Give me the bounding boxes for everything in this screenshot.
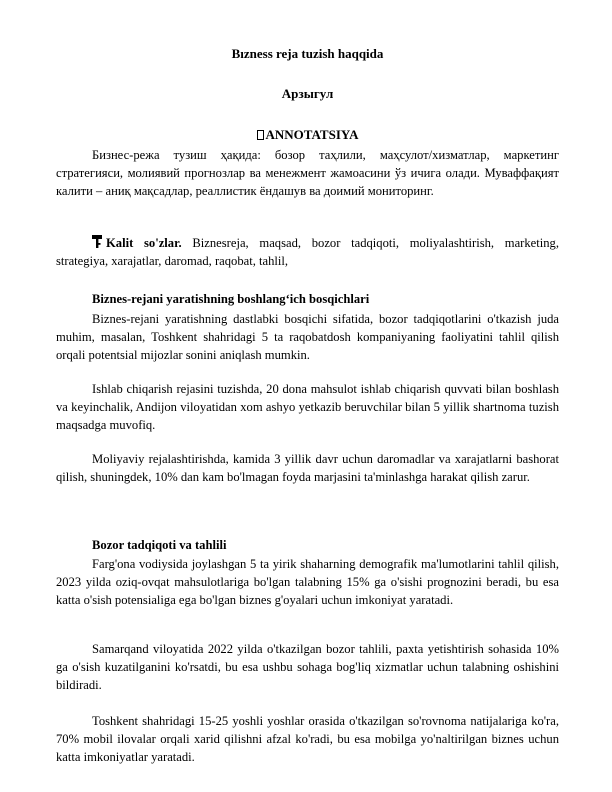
section-heading-market-research: Bozor tadqiqoti va tahlili [92, 538, 227, 552]
paragraph: Toshkent shahridagi 15-25 yoshli yoshlar orasida o'tkazilgan so'rovnoma natijalariga ko'ra, 70% mobil ilovalar orqali xarid qilishni afzal ko'radi, bu esa mobilga yo'naltirilgan biznes uchun katta imkoniyatlar yaratadi. [56, 714, 559, 764]
paragraph: Farg'ona vodiysida joylashgan 5 ta yirik shaharning demografik ma'lumotlarini tahlil qilish, 2023 yilda oziq-ovqat mahsulotlariga bo'lgan talabning 15% ga o'sishi prognozini beradi, bu esa katta o'sish potensialiga ega bo'lgan biznes g'oyalari uchun imkoniyat yaratadi. [56, 557, 559, 607]
keywords-paragraph [56, 234, 559, 270]
paragraph: Ishlab chiqarish rejasini tuzishda, 20 dona mahsulot ishlab chiqarish quvvati bilan boshlash va keyinchalik, Andijon viloyatidan xom ashyo yetkazib beruvchilar bilan 5 yillik shartnoma tuzish maqsadga muvofiq. [56, 382, 559, 432]
key-icon [92, 235, 102, 249]
paragraph: Samarqand viloyatida 2022 yilda o'tkazilgan bozor tahlili, paxta yetishtirish sohasida 10% ga o'sish kuzatilganini ko'rsatdi, bu esa ushbu sohaga bog'liq xizmatlar uchun talabning oshishini bildiradi. [56, 642, 559, 692]
paragraph: Moliyaviy rejalashtirishda, kamida 3 yillik davr uchun daromadlar va xarajatlarni bashorat qilish, shuningdek, 10% dan kam bo'lmagan foyda marjasini ta'minlashga harakat qilish zarur. [56, 452, 559, 484]
annotation-heading: ANNOTATSIYA [56, 127, 559, 143]
keywords-text: Biznesreja, maqsad, bozor tadqiqoti, moliyalashtirish, marketing, strategiya, xarajatlar, daromad, raqobat, tahlil, [56, 236, 559, 268]
paragraph: Biznes-rejani yaratishning dastlabki bosqichi sifatida, bozor tadqiqotlarini o'tkazish juda muhim, masalan, Toshkent shahridagi 5 ta raqobatdosh kompaniyaning faoliyatini tahlil qilish orqali potentsial mijozlar sonini aniqlash mumkin. [56, 312, 559, 362]
missing-glyph-icon [257, 130, 264, 140]
document-title: Bızness reja tuzish haqqida [231, 46, 384, 61]
annotation-text: Бизнес-режа тузиш ҳақида: бозор таҳлили, маҳсулот/хизматлар, маркетинг стратегияси, молиявий прогнозлар ва менежмент жамоасини ўз ичига олади. Муваффақият калити – аниқ мақсадлар, реаллистик ёндашув ва доимий мониторинг. [56, 148, 559, 198]
keywords-label: Kalit so'zlar. [106, 236, 182, 250]
author-name: Арзыгул [281, 86, 334, 101]
section-heading-initial-stages: Biznes-rejani yaratishning boshlang‘ich bosqichlari [92, 292, 370, 306]
